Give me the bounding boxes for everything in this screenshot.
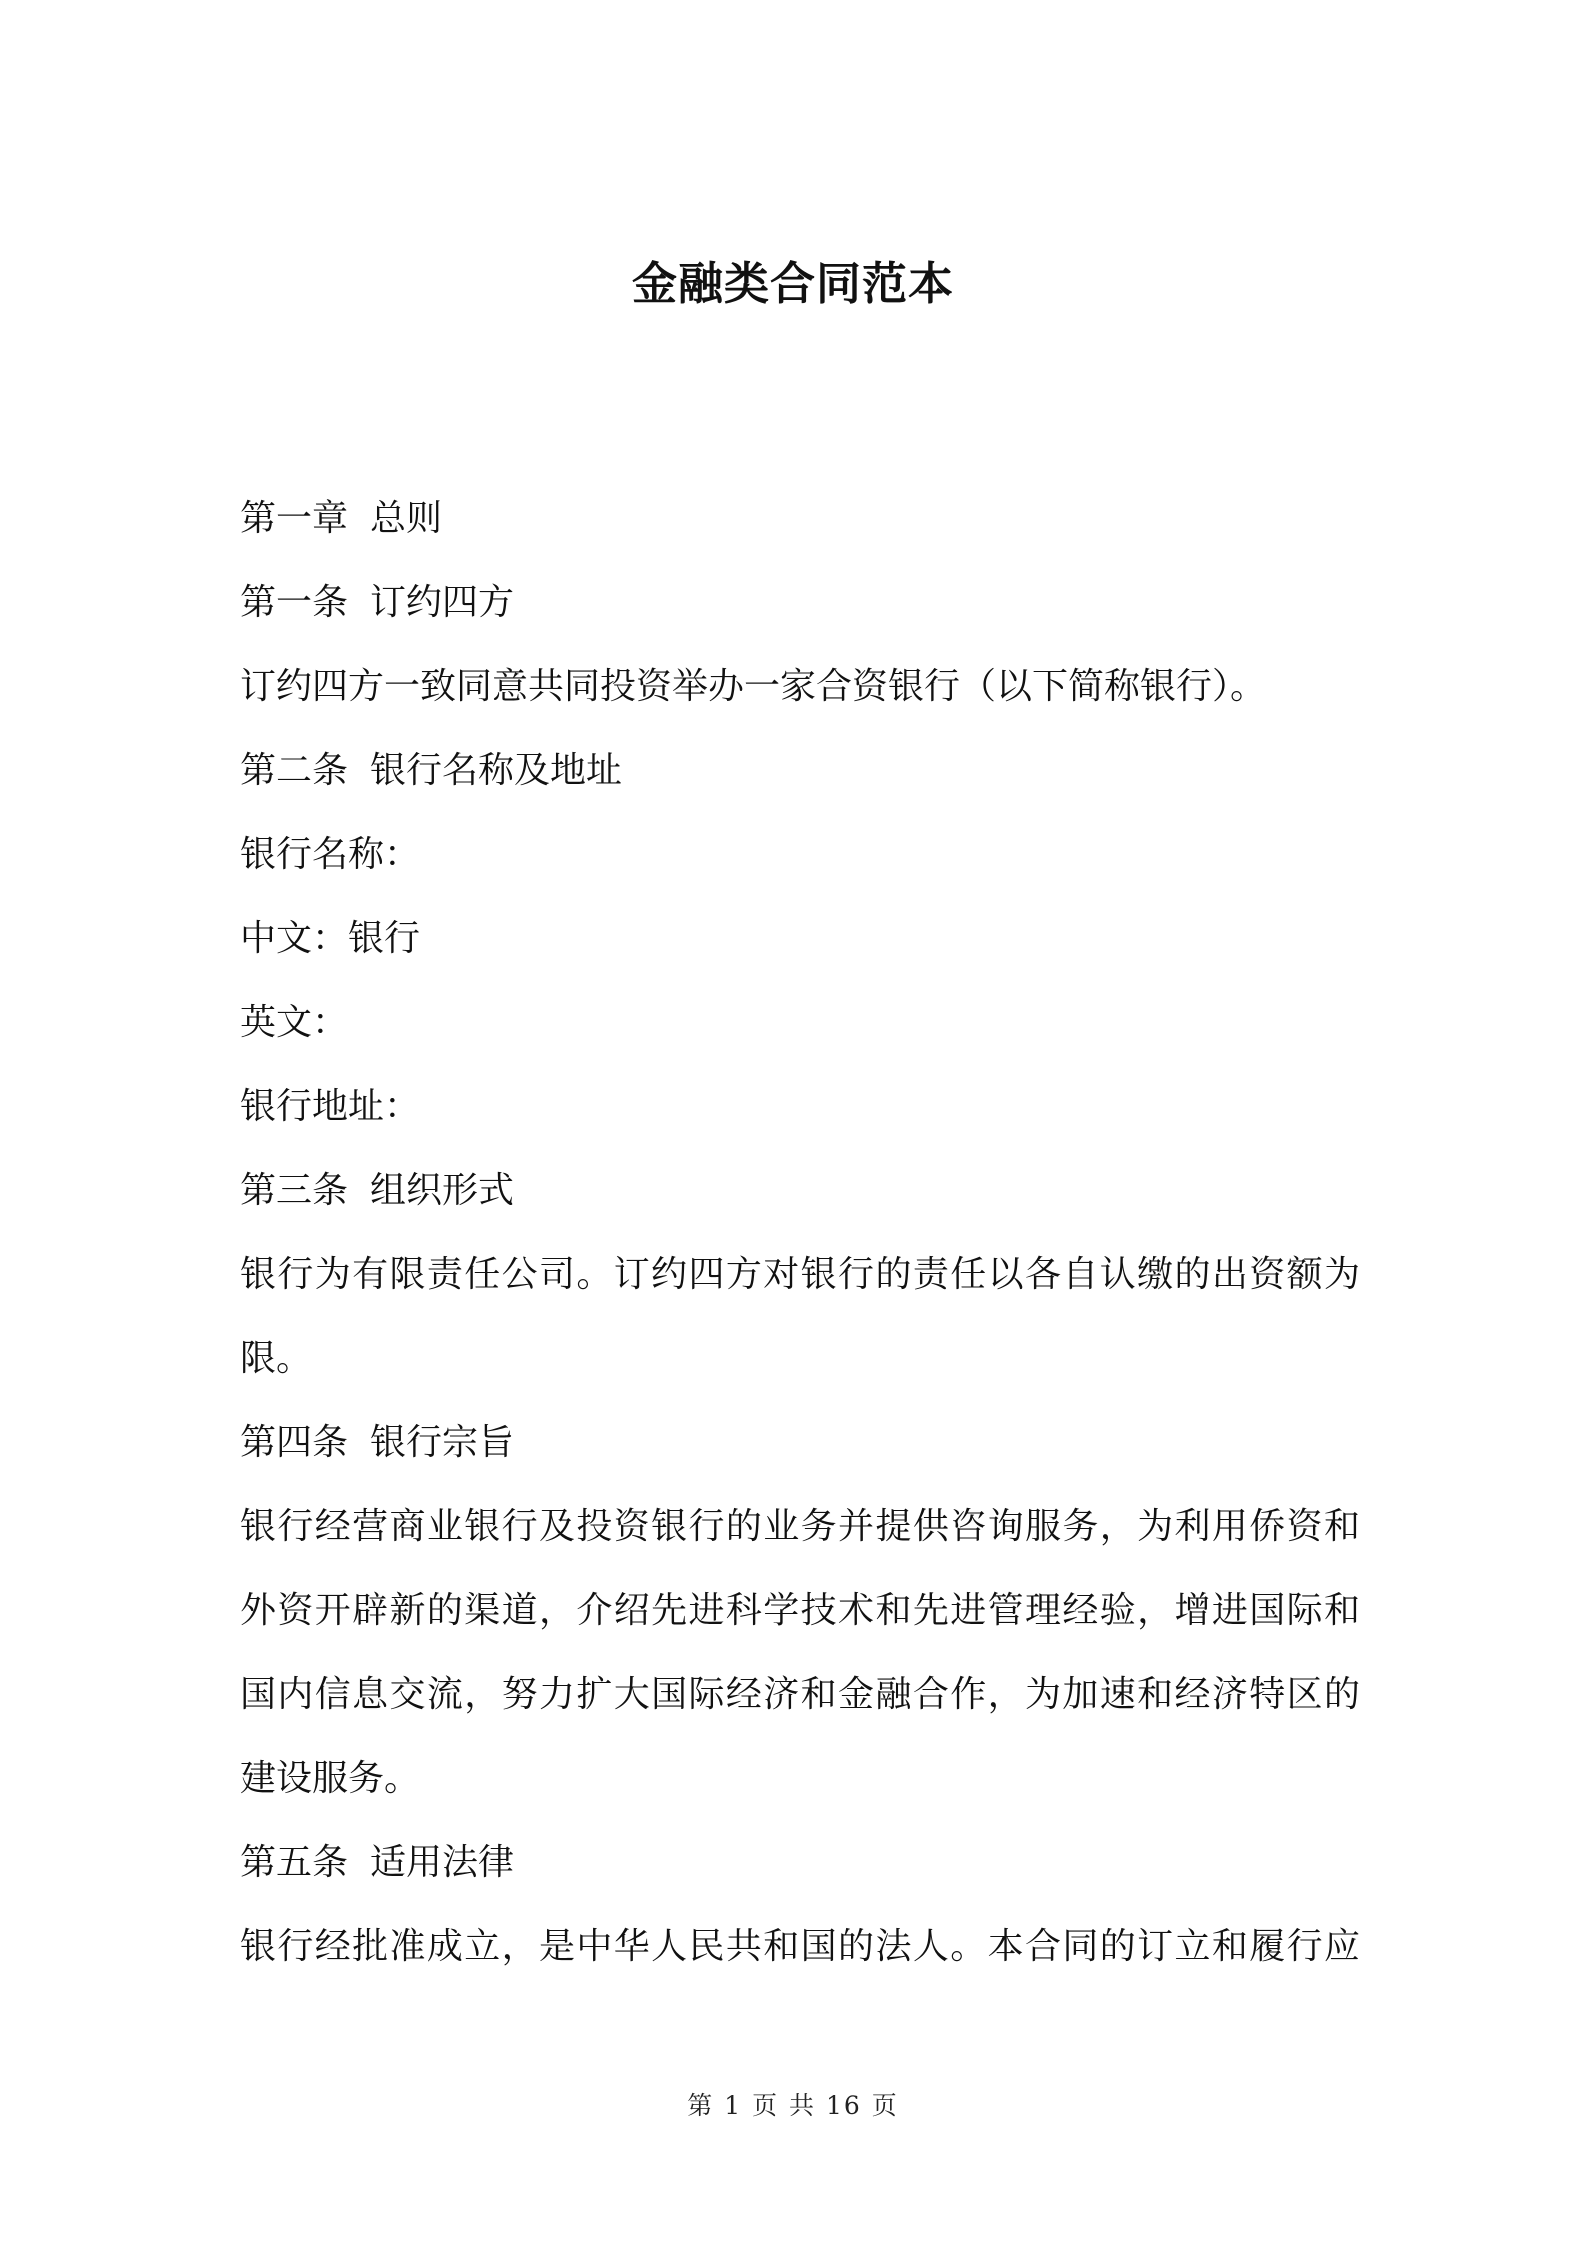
page-footer: 第 1 页 共 16 页 (687, 2091, 899, 2120)
article-title: 适用法律 (370, 1842, 515, 1883)
article-heading (240, 739, 1360, 823)
body-line: 银行名称： (240, 834, 421, 875)
article-heading (240, 1159, 1360, 1243)
article-number: 第四条 (240, 1422, 349, 1463)
article-title: 银行宗旨 (370, 1422, 515, 1463)
chapter-heading (240, 487, 1360, 571)
article-number: 第五条 (240, 1842, 349, 1883)
body-line: 订约四方一致同意共同投资举办一家合资银行（以下简称银行）。 (240, 666, 1267, 707)
body-line: 银行地址： (240, 1086, 421, 1127)
chapter-title: 总则 (370, 498, 443, 539)
body-line: 银行为有限责任公司。订约四方对银行的责任以各自认缴的出资额为 (240, 1254, 1360, 1295)
body-line: 中文：银行 (240, 918, 421, 959)
article-heading (240, 1831, 1360, 1915)
article-number: 第二条 (240, 750, 349, 791)
body-line: 限。 (240, 1338, 313, 1379)
article-title: 银行名称及地址 (370, 750, 623, 791)
article-number: 第三条 (240, 1170, 349, 1211)
article-heading (240, 571, 1360, 655)
article-heading (240, 1411, 1360, 1495)
body-line: 国内信息交流，努力扩大国际经济和金融合作，为加速和经济特区的 (240, 1674, 1360, 1715)
article-number: 第一条 (240, 582, 349, 623)
article-title: 订约四方 (370, 582, 515, 623)
body-line: 外资开辟新的渠道，介绍先进科学技术和先进管理经验，增进国际和 (240, 1590, 1360, 1631)
body-line: 银行经营商业银行及投资银行的业务并提供咨询服务，为利用侨资和 (240, 1506, 1360, 1547)
body-line: 英文： (240, 1002, 349, 1043)
body-line: 建设服务。 (240, 1758, 421, 1799)
body-line: 银行经批准成立，是中华人民共和国的法人。本合同的订立和履行应 (240, 1926, 1360, 1967)
document-title: 金融类合同范本 (631, 257, 954, 310)
document-body (240, 487, 1360, 1999)
chapter-number: 第一章 (240, 498, 349, 539)
article-title: 组织形式 (370, 1170, 515, 1211)
